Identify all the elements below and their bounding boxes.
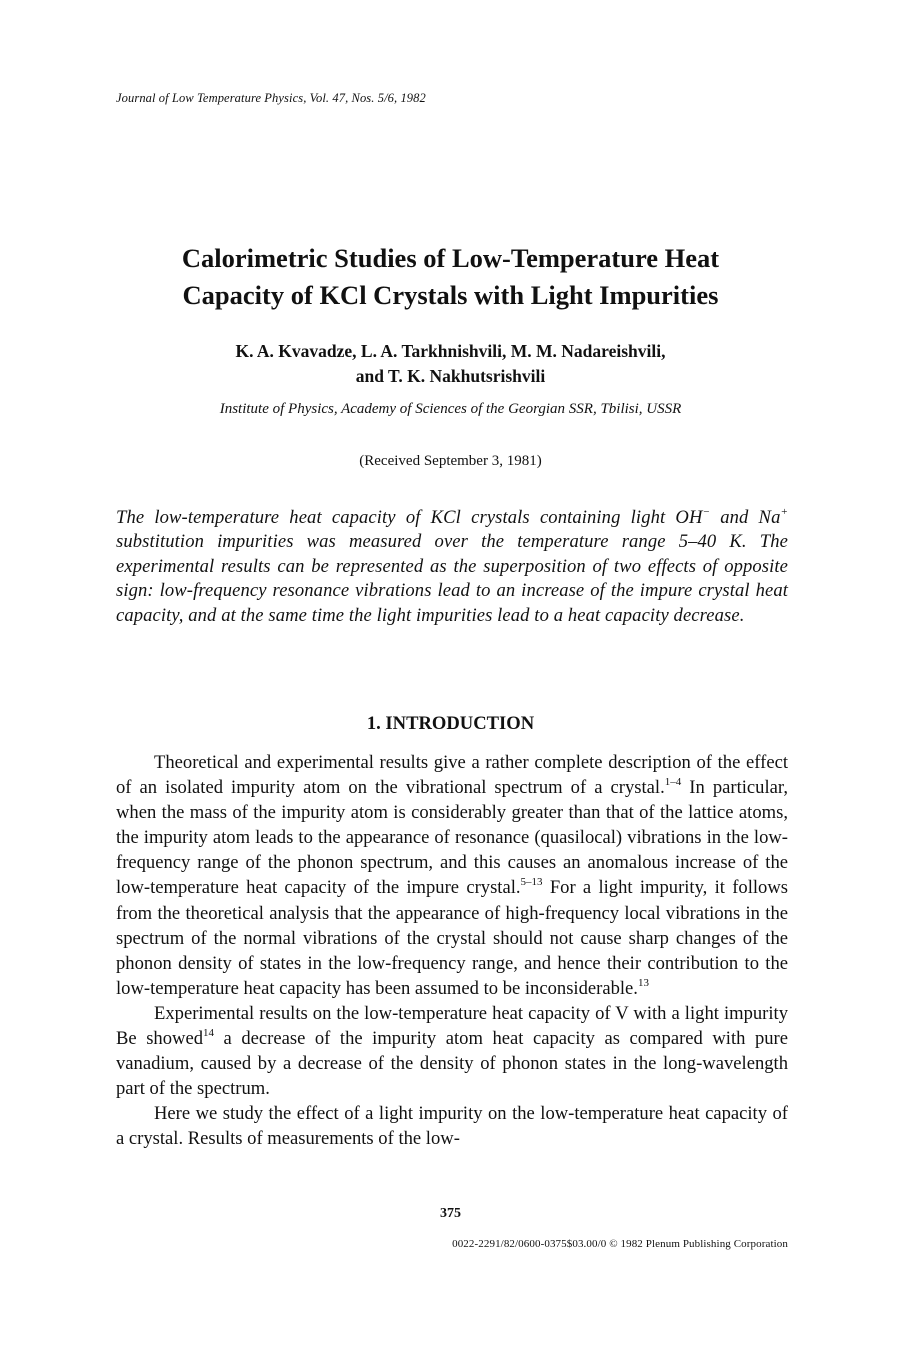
reference-superscript: 1–4 xyxy=(664,775,682,788)
section-heading-introduction: 1. INTRODUCTION xyxy=(366,713,535,734)
abstract-text-3: substitution impurities was measured over the temperature range 5–40 K. The experimental results can be represented as the superposition of two effects of opposite sign: low-frequency resonance vibrations lead to an increase of the impure crystal heat capacity, and at the same time the light impurities lead to a heat capacity decrease. xyxy=(116,531,788,626)
authors-line-2: and T. K. Nakhutsrishvili xyxy=(355,365,546,386)
superscript-plus: + xyxy=(780,505,788,518)
paragraph-1-text-c: For a light impurity, it follows from the theoretical analysis that the appearance of high-frequency local vibrations in the spectrum of the normal vibrations of the crystal should not cause sharp changes of the phonon density of states in the low-frequency range, and hence their contribution to the low-temperature heat capacity has been assumed to be inconsiderable. xyxy=(116,877,788,999)
paragraph-2 xyxy=(116,1001,788,1101)
reference-superscript: 5–13 xyxy=(520,876,543,889)
reference-superscript: 13 xyxy=(637,976,649,989)
page-number: 375 xyxy=(440,1206,461,1221)
received-date: (Received September 3, 1981) xyxy=(359,453,542,469)
authors-line-1: K. A. Kvavadze, L. A. Tarkhnishvili, M. M. Nadareishvili, xyxy=(235,341,666,361)
abstract xyxy=(116,506,788,628)
abstract-text-2: and Na xyxy=(710,507,781,528)
paragraph-1-text-b: In particular, when the mass of the impurity atom is considerably greater than that of the lattice atoms, the impurity atom leads to the appearance of resonance (quasilocal) vibrations in the low-frequency range of the phonon spectrum, and this causes an anomalous increase of the low-temperature heat capacity of the impure crystal. xyxy=(116,777,788,899)
affiliation: Institute of Physics, Academy of Sciences of the Georgian SSR, Tbilisi, USSR xyxy=(219,401,682,417)
reference-superscript: 14 xyxy=(203,1026,215,1039)
paragraph-1 xyxy=(116,750,788,1001)
title-line-1: Calorimetric Studies of Low-Temperature Heat xyxy=(181,243,720,273)
journal-citation: Journal of Low Temperature Physics, Vol. 47, Nos. 5/6, 1982 xyxy=(116,91,426,105)
copyright-line: 0022-2291/82/0600-0375$03.00/0 © 1982 Plenum Publishing Corporation xyxy=(452,1238,788,1250)
author-list xyxy=(0,339,901,388)
paragraph-2-text-b: a decrease of the impurity atom heat capacity as compared with pure vanadium, caused by a decrease of the density of phonon states in the long-wavelength part of the spectrum. xyxy=(116,1028,788,1100)
body-text xyxy=(116,750,788,1152)
paragraph-3: Here we study the effect of a light impurity on the low-temperature heat capacity of a crystal. Results of measurements of the low- xyxy=(116,1103,788,1150)
paper-title xyxy=(0,240,901,314)
paragraph-2-text-a: Experimental results on the low-temperature heat capacity of V with a light impurity Be showed xyxy=(116,1002,788,1050)
abstract-text-1: The low-temperature heat capacity of KCl crystals containing light OH xyxy=(116,507,703,528)
title-line-2: Capacity of KCl Crystals with Light Impurities xyxy=(182,280,719,310)
superscript-minus: − xyxy=(702,505,711,518)
paragraph-1-text-a: Theoretical and experimental results give a rather complete description of the effect of an isolated impurity atom on the vibrational spectrum of a crystal. xyxy=(116,752,788,799)
